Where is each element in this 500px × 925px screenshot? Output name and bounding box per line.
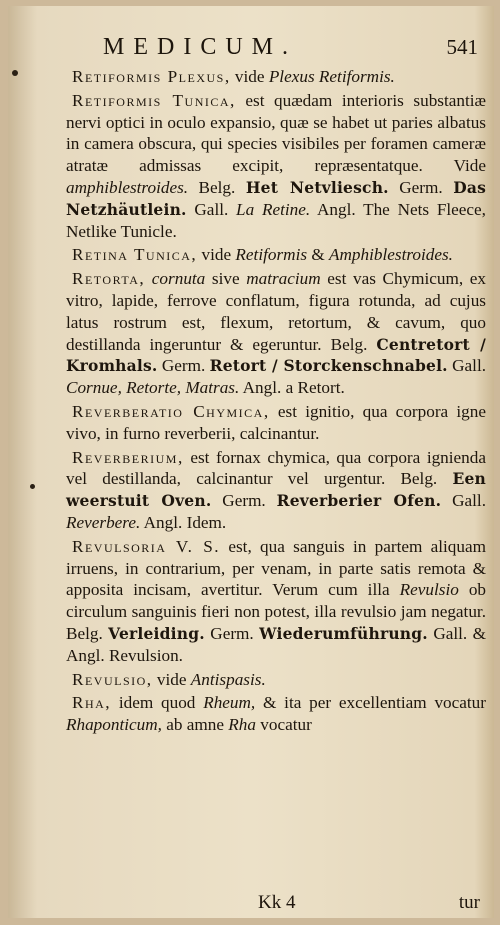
dutch-term: Een weerstuit Oven. (66, 469, 486, 511)
entry-headword: Rha, (72, 693, 112, 713)
entry-headword: Retina Tunica, (72, 245, 198, 265)
entry-text: Gall. (441, 491, 486, 511)
entry-headword: Revulsoria V. S. (72, 536, 221, 556)
french-term: Cornue, Retorte, Matras. (66, 378, 240, 398)
entry-text: est ignitio, qua corpora igne vivo, in furno reverberii, calcinantur. (66, 401, 487, 443)
book-page (8, 6, 494, 918)
dutch-term: Centretort / Kromhals. (66, 334, 486, 376)
entry-text: idem quod (111, 693, 204, 713)
entry-text: vide (230, 67, 269, 86)
dictionary-entry (66, 90, 486, 243)
entry-crossref: Plexus Retiformis. (268, 67, 395, 86)
entry-text: est quædam interioris substantiæ nervi optici in oculo expansio, quæ se habet ut paries albatus in camera obscura, qui species visibiles per foramen cameræ atratæ admissas excipit, repræsentatque. Vide (66, 90, 486, 176)
page-footer (248, 892, 488, 916)
entry-text: est fornax chymica, qua corpora ignienda vel destillanda, calcinantur vel urgentur. Belg. (66, 447, 486, 489)
ink-spot (12, 70, 18, 76)
entry-crossref: amphiblestroides. (66, 177, 189, 197)
french-term: Reverbere. (66, 512, 141, 532)
entry-headword: Revulsio, (72, 669, 153, 689)
entry-text: vide (152, 669, 191, 689)
entry-headword: Retiformis Tunica, (72, 90, 236, 110)
entry-text: Germ. (388, 177, 454, 197)
running-header (103, 34, 488, 64)
page-number: 541 (446, 35, 478, 59)
entry-headword: Retiformis Plexus, (72, 67, 231, 86)
entry-synonym: cornuta (145, 269, 206, 289)
entry-text: & ita per excellentiam vocatur (255, 693, 486, 713)
entry-text: Angl. Idem. (140, 512, 227, 532)
german-term: Wiederumführung. (259, 623, 428, 643)
entry-text: Gall. (186, 199, 237, 219)
entry-text: Gall. & Angl. Revulsion. (66, 623, 486, 665)
dictionary-entry (66, 536, 486, 667)
entry-crossref: Rheum, (203, 693, 256, 713)
catchword: tur (458, 892, 480, 913)
entry-text: ab amne (161, 715, 229, 735)
dictionary-entry (66, 692, 486, 736)
dictionary-entry (66, 401, 486, 445)
entry-crossref: Antispasis. (190, 669, 266, 689)
entry-text: Angl. a Retort. (239, 378, 345, 398)
entry-headword: Reverberatio Chymica, (72, 401, 270, 421)
french-term: La Retine. (236, 199, 311, 219)
entry-text: Belg. (188, 177, 246, 197)
entry-text: est vas Chymicum, ex vitro, lapide, ferrove conflatum, figura rotunda, ad cujus latus rostrum est, flexum, retortum, & cavum, quo destillanda ingeruntur & egeruntur. Belg. (66, 269, 487, 354)
ink-spot (30, 484, 35, 489)
entry-synonym: matracium (246, 269, 321, 289)
dutch-term: Het Netvliesch. (245, 177, 389, 197)
entry-text: vocatur (255, 715, 312, 735)
entry-crossref: Rha (228, 715, 256, 735)
entry-text: est, qua sanguis in partem aliquam irruens, in contrarium, per venam, in parte satis remota & apposita incisam, avertitur. Verum cum illa (66, 536, 486, 600)
dutch-term: Verleiding. (108, 623, 205, 643)
dictionary-body (66, 66, 486, 736)
dictionary-entry (66, 244, 486, 266)
entry-text: Angl. The Nets Fleece, Netlike Tunicle. (66, 199, 486, 241)
entry-text: vide (197, 245, 236, 265)
entry-crossref: Revulsio (399, 580, 459, 600)
dictionary-entry (66, 268, 486, 399)
entry-headword: Retorta, (72, 269, 146, 289)
signature-mark: Kk 4 (258, 892, 296, 913)
dictionary-entry (66, 669, 486, 691)
entry-text: sive (205, 269, 247, 289)
entry-crossref: Retiformis (235, 245, 308, 265)
entry-crossref: Rhaponticum, (66, 715, 162, 735)
german-term: Reverberier Ofen. (276, 491, 442, 511)
german-term: Retort / Storckenschnabel. (209, 356, 448, 376)
entry-text: Germ. (211, 491, 277, 511)
entry-text: & (307, 245, 330, 265)
entry-text: Germ. (204, 623, 260, 643)
entry-text: Germ. (157, 356, 210, 376)
dictionary-entry (66, 66, 486, 88)
dictionary-entry (66, 447, 486, 534)
entry-headword: Reverberium, (72, 447, 184, 467)
running-title: MEDICUM. (103, 34, 298, 60)
entry-crossref: Amphiblestroides. (329, 245, 453, 265)
entry-text: Gall. (447, 356, 487, 376)
entry-text: ob circulum sanguinis fieri non potest, illa revulsio jam negatur. Belg. (66, 580, 487, 643)
german-term: Das Netzhäutlein. (66, 177, 487, 219)
